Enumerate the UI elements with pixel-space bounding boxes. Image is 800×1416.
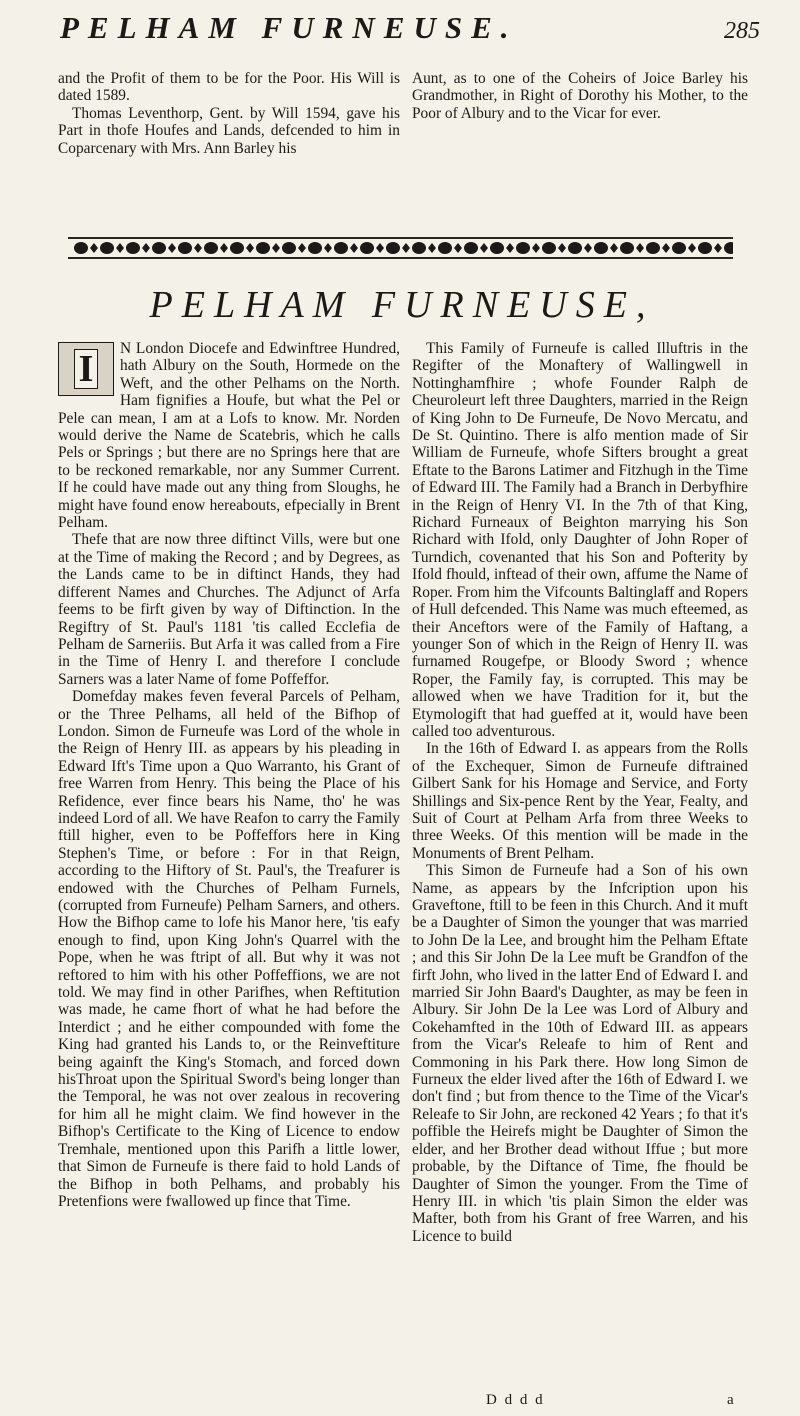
section-title: PELHAM FURNEUSE, — [149, 284, 655, 326]
ornament-motif — [308, 242, 322, 254]
decorated-initial — [58, 342, 114, 396]
paragraph: Thefe that are now three diftinct Vills, were but one at the Time of making the Record ; and by Degrees, as the Lands came to be in diftinct Hands, they had different Names and Churches. The Adjunct of Arfa feems to be firft given by way of Diftinction. In the Regiftry of St. Paul's 1181 'tis called Ecclefia de Pelham de Sarneriis. But Arfa it was called from a Fire in the Time of Henry I. and therefore I conclude Sarners was a later Name of fome Poffeffor. — [58, 531, 400, 688]
ornament-motif — [568, 242, 582, 254]
ornament-motif — [646, 242, 660, 254]
ornament-motif — [438, 242, 452, 254]
ornament-motif — [204, 242, 218, 254]
running-head-title: PELHAM FURNEUSE. — [60, 10, 518, 45]
page-number: 285 — [724, 18, 760, 44]
paragraph: N London Diocefe and Edwinftree Hundred, hath Albury on the South, Hormede on the Weft, and the other Pelhams on the North. Ham fignifies a Houfe, but what the Pel or Pele can mean, I am at a Lofs to know. Mr. Norden would derive the Name de Scatebris, which he calls Pels or Springs ; but there are no Springs here that are to be reckoned remarkable, nor any Summer Current. If he could have made out any thing from Sloughs, he might have found enow hereabouts, efpecially in Brent Pelham. — [58, 340, 400, 532]
running-head — [60, 10, 760, 50]
paragraph: This Family of Furneufe is called Illuftris in the Regifter of the Monaftery of Wallingwell in Nottinghamfhire ; whofe Founder Ralph de Cheuroleurt left three Daughters, married in the Reign of King John to De Furneufe, De Novo Mercatu, and De St. Quintino. There is alfo mention made of Sir William de Furneufe, whofe Sifters brought a great Eftate to the Barons Latimer and Fitzhugh in the Time of Edward III. The Family had a Branch in Derbyfhire in the Reign of Henry VI. In the 7th of that King, Richard Furneaux of Beighton marrying his Son Richard with Ifold, only Daughter of John Roper of Turndich, covenanted that his Son and Pofterity by Ifold fhould, inftead of their own, affume the Name of Roper. From him the Vifcounts Baltinglaff and Ropers of Hull defcended. This Name was much efteemed, as their Anceftors were of the Family of Haftang, a younger Son of which in the Reign of Henry II. was furnamed Rougefpe, or Bloody Sword ; whence Roper, the Family fay, is corrupted. This may be allowed when we have Tradition for it, but the Etymologift that had gueffed at it, would have been called too adventurous. — [412, 340, 748, 740]
paragraph: Aunt, as to one of the Coheirs of Joice Barley his Grandmother, in Right of Dorothy his Mother, to the Poor of Albury and to the Vicar for ever. — [412, 70, 748, 122]
ornament-motif — [464, 242, 478, 254]
ornament-motif — [698, 242, 712, 254]
initial-letter: I — [74, 349, 99, 389]
right-column — [412, 340, 748, 1245]
printers-ornament-band — [68, 234, 733, 262]
signature-mark: D d d d — [486, 1392, 545, 1408]
ornament-motif — [74, 242, 88, 254]
left-column — [58, 340, 400, 1210]
ornament-motif — [516, 242, 530, 254]
ornament-motif — [672, 242, 686, 254]
ornament-motif — [360, 242, 374, 254]
ornament-motif — [620, 242, 634, 254]
paragraph: This Simon de Furneufe had a Son of his own Name, as appears by the Infcription upon his Graveftone, ftill to be feen in this Church. And it muft be a Daughter of Simon the younger that was married to John De la Lee, and brought him the Pelham Eftate ; and this Sir John De la Lee muft be Grandfon of the firft John, who lived in the latter End of Edward I. and married Sir John Baard's Daughter, as may be feen in Albury. Sir John De la Lee was Lord of Albury and Cokehamfted in the 10th of Edward III. as appears from the Vicar's Releafe to him of Rent and Commoning in his Park there. How long Simon de Furneux the elder lived after the 16th of Edward I. we don't find ; but from thence to the Time of the Vicar's Releafe to Sir John, are reckoned 42 Years ; fo that it's poffible the Heirefs might be Daughter of Simon the elder, and her Brother dead without Iffue ; but more probable, by the Diftance of Time, fhe fhould be Daughter of Simon the younger. From the Time of Henry III. in which 'tis plain Simon the elder was Mafter, both from his Grant of free Warren, and his Licence to build — [412, 862, 748, 1245]
ornament-motif — [152, 242, 166, 254]
ornament-motif — [490, 242, 504, 254]
ornament-motif — [178, 242, 192, 254]
paragraph: and the Profit of them to be for the Poor. His Will is dated 1589. — [58, 70, 400, 105]
ornament-motif — [594, 242, 608, 254]
ornament-motif — [126, 242, 140, 254]
catchword: a — [727, 1392, 734, 1408]
top-right-column — [412, 70, 748, 122]
ornament-motif — [282, 242, 296, 254]
ornament-motif — [256, 242, 270, 254]
ornament-motif — [230, 242, 244, 254]
paragraph: Domefday makes feven feveral Parcels of Pelham, or the Three Pelhams, all held of the Bifhop of London. Simon de Furneufe was Lord of the whole in the Reign of Henry III. as appears by his pleading in Edward Ift's Time upon a Quo Warranto, his Grant of free Warren from Henry. This being the Place of his Refidence, ever fince bears his Name, tho' he was indeed Lord of all. We have Reafon to carry the Family ftill higher, even to be Poffeffors here in King Stephen's Time, or before : For in that Reign, according to the Hiftory of St. Paul's, the Treafurer is endowed with the Churches of Pelham Furnels, (corrupted from Furneufe) Pelham Sarners, and others. How the Bifhop came to lofe his Manor here, 'tis eafy enough to find, upon King John's Quarrel with the Pope, when he was ftript of all. But why it was not reftored to him with his other Poffeffions, we are not told. We may find in other Parifhes, when Reftitution was made, he came fhort of what he had before the Interdict ; and he either compounded with fome the King had granted his Lands to, or the Reinveftiture being againft the King's Stomach, and forced down hisThroat upon the Spiritual Sword's being longer than the Temporal, he was not over zealous in recovering for him all he might claim. We find however in the Bifhop's Certificate to the King of Licence to endow Tremhale, mentioned upon this Parifh a little lower, that Simon de Furneufe is there faid to hold Lands of the Bifhop in both Pelhams, and probably his Pretenfions were fwallowed up fince that Time. — [58, 688, 400, 1210]
paragraph: Thomas Leventhorp, Gent. by Will 1594, gave his Part in thofe Houfes and Lands, defcended to him in Coparcenary with Mrs. Ann Barley his — [58, 104, 400, 157]
ornament-motif — [542, 242, 556, 254]
ornament-motif — [100, 242, 114, 254]
ornament-motif — [412, 242, 426, 254]
ornament-motif — [334, 242, 348, 254]
ornament-motif — [386, 242, 400, 254]
paragraph: In the 16th of Edward I. as appears from the Rolls of the Exchequer, Simon de Furneufe diftrained Gilbert Sank for his Homage and Service, and Forty Shillings and Six-pence Rent by the Year, Fealty, and Suit of Court at Pelham Arfa from three Weeks to three Weeks. Of this mention will be made in the Monuments of Brent Pelham. — [412, 740, 748, 862]
top-left-column — [58, 70, 400, 157]
